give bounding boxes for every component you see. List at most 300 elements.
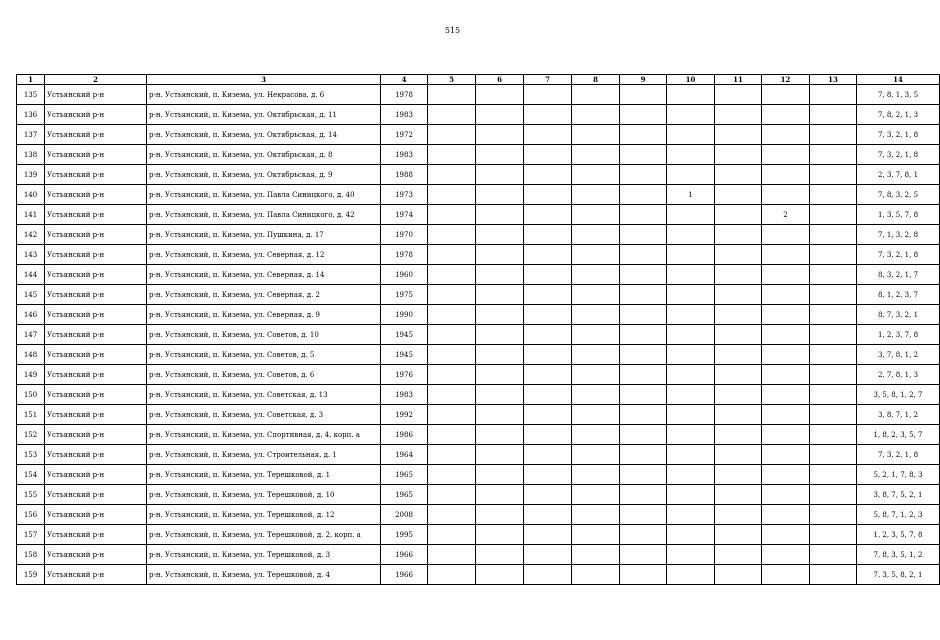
district-cell: Устьянский р-н <box>45 145 147 165</box>
col8-cell <box>572 545 620 565</box>
col8-cell <box>572 145 620 165</box>
col6-cell <box>476 425 524 445</box>
row-number-cell: 139 <box>17 165 45 185</box>
col6-cell <box>476 205 524 225</box>
col12-cell <box>762 465 810 485</box>
district-cell: Устьянский р-н <box>45 525 147 545</box>
column-header: 4 <box>381 75 428 85</box>
col7-cell <box>524 165 572 185</box>
col6-cell <box>476 385 524 405</box>
table-row <box>17 325 940 345</box>
col5-cell <box>428 505 476 525</box>
year-cell: 1960 <box>381 265 428 285</box>
col13-cell <box>810 345 857 365</box>
col12-cell <box>762 345 810 365</box>
col5-cell <box>428 365 476 385</box>
col13-cell <box>810 265 857 285</box>
col10-cell <box>667 145 715 165</box>
col10-cell <box>667 245 715 265</box>
col6-cell <box>476 245 524 265</box>
year-cell: 1964 <box>381 445 428 465</box>
district-cell: Устьянский р-н <box>45 445 147 465</box>
table-row <box>17 525 940 545</box>
row-number-cell: 157 <box>17 525 45 545</box>
col14-cell: 2, 7, 8, 1, 3 <box>857 365 940 385</box>
col12-cell <box>762 145 810 165</box>
col6-cell <box>476 185 524 205</box>
col6-cell <box>476 325 524 345</box>
col13-cell <box>810 525 857 545</box>
col13-cell <box>810 405 857 425</box>
district-cell: Устьянский р-н <box>45 465 147 485</box>
district-cell: Устьянский р-н <box>45 105 147 125</box>
column-header: 12 <box>762 75 810 85</box>
district-cell: Устьянский р-н <box>45 185 147 205</box>
col7-cell <box>524 325 572 345</box>
col5-cell <box>428 545 476 565</box>
col8-cell <box>572 305 620 325</box>
col14-cell: 5, 2, 1, 7, 8, 3 <box>857 465 940 485</box>
col12-cell <box>762 285 810 305</box>
col13-cell <box>810 145 857 165</box>
col8-cell <box>572 265 620 285</box>
district-cell: Устьянский р-н <box>45 545 147 565</box>
col6-cell <box>476 145 524 165</box>
col14-cell: 7, 8, 1, 3, 5 <box>857 85 940 105</box>
table-row <box>17 405 940 425</box>
col14-cell: 1, 8, 2, 3, 5, 7 <box>857 425 940 445</box>
col12-cell <box>762 165 810 185</box>
col9-cell <box>620 205 667 225</box>
col7-cell <box>524 545 572 565</box>
year-cell: 1992 <box>381 405 428 425</box>
col14-cell: 7, 1, 3, 2, 8 <box>857 225 940 245</box>
col5-cell <box>428 305 476 325</box>
col13-cell <box>810 445 857 465</box>
col7-cell <box>524 145 572 165</box>
col13-cell <box>810 125 857 145</box>
year-cell: 1983 <box>381 145 428 165</box>
col10-cell <box>667 125 715 145</box>
col11-cell <box>715 485 762 505</box>
col9-cell <box>620 545 667 565</box>
year-cell: 1983 <box>381 385 428 405</box>
col13-cell <box>810 85 857 105</box>
col8-cell <box>572 285 620 305</box>
col6-cell <box>476 305 524 325</box>
year-cell: 1970 <box>381 225 428 245</box>
address-cell: р-н. Устьянский, п. Кизема, ул. Октябрьская, д. 14 <box>147 125 381 145</box>
col8-cell <box>572 445 620 465</box>
table-row <box>17 305 940 325</box>
col11-cell <box>715 145 762 165</box>
col12-cell <box>762 265 810 285</box>
col13-cell <box>810 245 857 265</box>
address-cell: р-н. Устьянский, п. Кизема, ул. Октябрьская, д. 9 <box>147 165 381 185</box>
col12-cell <box>762 245 810 265</box>
col14-cell: 7, 3, 2, 1, 8 <box>857 245 940 265</box>
row-number-cell: 141 <box>17 205 45 225</box>
table-row <box>17 265 940 285</box>
col11-cell <box>715 265 762 285</box>
address-cell: р-н. Устьянский, п. Кизема, ул. Терешковой, д. 4 <box>147 565 381 585</box>
col11-cell <box>715 225 762 245</box>
district-cell: Устьянский р-н <box>45 245 147 265</box>
column-header: 6 <box>476 75 524 85</box>
row-number-cell: 140 <box>17 185 45 205</box>
col5-cell <box>428 145 476 165</box>
col6-cell <box>476 365 524 385</box>
col6-cell <box>476 445 524 465</box>
col14-cell: 3, 7, 8, 1, 2 <box>857 345 940 365</box>
col14-cell: 1, 2, 3, 7, 8 <box>857 325 940 345</box>
col8-cell <box>572 385 620 405</box>
col10-cell <box>667 465 715 485</box>
row-number-cell: 143 <box>17 245 45 265</box>
address-cell: р-н. Устьянский, п. Кизема, ул. Терешковой, д. 12 <box>147 505 381 525</box>
col12-cell <box>762 525 810 545</box>
column-header: 1 <box>17 75 45 85</box>
year-cell: 1945 <box>381 325 428 345</box>
col10-cell <box>667 545 715 565</box>
col8-cell <box>572 245 620 265</box>
col5-cell <box>428 425 476 445</box>
row-number-cell: 135 <box>17 85 45 105</box>
year-cell: 1965 <box>381 465 428 485</box>
col13-cell <box>810 325 857 345</box>
row-number-cell: 154 <box>17 465 45 485</box>
col10-cell <box>667 405 715 425</box>
district-cell: Устьянский р-н <box>45 165 147 185</box>
col5-cell <box>428 405 476 425</box>
col10-cell <box>667 365 715 385</box>
col11-cell <box>715 245 762 265</box>
column-header: 14 <box>857 75 940 85</box>
col11-cell <box>715 185 762 205</box>
col14-cell: 7, 3, 2, 1, 8 <box>857 145 940 165</box>
col6-cell <box>476 225 524 245</box>
col5-cell <box>428 565 476 585</box>
col6-cell <box>476 565 524 585</box>
col9-cell <box>620 145 667 165</box>
table-row <box>17 165 940 185</box>
col11-cell <box>715 85 762 105</box>
col10-cell <box>667 525 715 545</box>
year-cell: 1974 <box>381 205 428 225</box>
header-row <box>17 75 940 85</box>
address-cell: р-н. Устьянский, п. Кизема, ул. Северная, д. 2 <box>147 285 381 305</box>
col7-cell <box>524 425 572 445</box>
year-cell: 1975 <box>381 285 428 305</box>
column-header: 3 <box>147 75 381 85</box>
col5-cell <box>428 525 476 545</box>
table-row <box>17 225 940 245</box>
table-row <box>17 205 940 225</box>
col14-cell: 7, 8, 3, 2, 5 <box>857 185 940 205</box>
col11-cell <box>715 545 762 565</box>
col11-cell <box>715 425 762 445</box>
col8-cell <box>572 85 620 105</box>
col13-cell <box>810 465 857 485</box>
col14-cell: 8, 3, 2, 1, 7 <box>857 265 940 285</box>
table-row <box>17 105 940 125</box>
col8-cell <box>572 465 620 485</box>
address-cell: р-н. Устьянский, п. Кизема, ул. Павла Синицкого, д. 40 <box>147 185 381 205</box>
col8-cell <box>572 345 620 365</box>
col11-cell <box>715 325 762 345</box>
col6-cell <box>476 285 524 305</box>
col14-cell: 3, 8, 7, 5, 2, 1 <box>857 485 940 505</box>
col11-cell <box>715 345 762 365</box>
table-row <box>17 485 940 505</box>
col9-cell <box>620 225 667 245</box>
col14-cell: 7, 3, 2, 1, 8 <box>857 445 940 465</box>
col6-cell <box>476 485 524 505</box>
col6-cell <box>476 165 524 185</box>
col9-cell <box>620 485 667 505</box>
col7-cell <box>524 525 572 545</box>
col9-cell <box>620 425 667 445</box>
col5-cell <box>428 225 476 245</box>
table-row <box>17 285 940 305</box>
col14-cell: 1, 3, 5, 7, 8 <box>857 205 940 225</box>
col12-cell <box>762 385 810 405</box>
col14-cell: 1, 2, 3, 5, 7, 8 <box>857 525 940 545</box>
col9-cell <box>620 285 667 305</box>
col5-cell <box>428 325 476 345</box>
col9-cell <box>620 405 667 425</box>
col9-cell <box>620 325 667 345</box>
year-cell: 1986 <box>381 425 428 445</box>
col10-cell <box>667 385 715 405</box>
col11-cell <box>715 165 762 185</box>
col13-cell <box>810 305 857 325</box>
col9-cell <box>620 465 667 485</box>
row-number-cell: 158 <box>17 545 45 565</box>
col9-cell <box>620 505 667 525</box>
col13-cell <box>810 505 857 525</box>
col13-cell <box>810 425 857 445</box>
address-cell: р-н. Устьянский, п. Кизема, ул. Павла Синицкого, д. 42 <box>147 205 381 225</box>
col9-cell <box>620 105 667 125</box>
col12-cell <box>762 425 810 445</box>
col14-cell: 7, 3, 5, 8, 2, 1 <box>857 565 940 585</box>
col14-cell: 8, 1, 2, 3, 7 <box>857 285 940 305</box>
col12-cell <box>762 545 810 565</box>
year-cell: 1972 <box>381 125 428 145</box>
col7-cell <box>524 85 572 105</box>
address-cell: р-н. Устьянский, п. Кизема, ул. Советов, д. 6 <box>147 365 381 385</box>
col12-cell <box>762 85 810 105</box>
address-cell: р-н. Устьянский, п. Кизема, ул. Некрасова, д. 6 <box>147 85 381 105</box>
row-number-cell: 142 <box>17 225 45 245</box>
row-number-cell: 155 <box>17 485 45 505</box>
col10-cell <box>667 305 715 325</box>
col6-cell <box>476 265 524 285</box>
year-cell: 1965 <box>381 485 428 505</box>
col7-cell <box>524 565 572 585</box>
address-cell: р-н. Устьянский, п. Кизема, ул. Пушкина, д. 17 <box>147 225 381 245</box>
col12-cell <box>762 405 810 425</box>
col9-cell <box>620 445 667 465</box>
col6-cell <box>476 525 524 545</box>
col11-cell <box>715 285 762 305</box>
col10-cell <box>667 485 715 505</box>
col10-cell <box>667 285 715 305</box>
table-row <box>17 125 940 145</box>
col13-cell <box>810 545 857 565</box>
year-cell: 1990 <box>381 305 428 325</box>
col9-cell <box>620 345 667 365</box>
col13-cell <box>810 485 857 505</box>
col14-cell: 7, 3, 2, 1, 8 <box>857 125 940 145</box>
address-cell: р-н. Устьянский, п. Кизема, ул. Октябрьская, д. 11 <box>147 105 381 125</box>
col13-cell <box>810 285 857 305</box>
col8-cell <box>572 525 620 545</box>
col9-cell <box>620 85 667 105</box>
col8-cell <box>572 225 620 245</box>
col14-cell: 3, 8, 7, 1, 2 <box>857 405 940 425</box>
column-header: 8 <box>572 75 620 85</box>
district-cell: Устьянский р-н <box>45 385 147 405</box>
col5-cell <box>428 265 476 285</box>
column-header: 5 <box>428 75 476 85</box>
col12-cell <box>762 445 810 465</box>
table-body <box>17 85 940 585</box>
column-header: 10 <box>667 75 715 85</box>
col8-cell <box>572 125 620 145</box>
col13-cell <box>810 565 857 585</box>
col11-cell <box>715 385 762 405</box>
district-cell: Устьянский р-н <box>45 125 147 145</box>
col9-cell <box>620 365 667 385</box>
col11-cell <box>715 365 762 385</box>
col5-cell <box>428 125 476 145</box>
address-cell: р-н. Устьянский, п. Кизема, ул. Советов, д. 10 <box>147 325 381 345</box>
col6-cell <box>476 505 524 525</box>
table-row <box>17 185 940 205</box>
year-cell: 1973 <box>381 185 428 205</box>
col9-cell <box>620 265 667 285</box>
col12-cell <box>762 305 810 325</box>
col7-cell <box>524 205 572 225</box>
col10-cell <box>667 425 715 445</box>
year-cell: 1978 <box>381 85 428 105</box>
address-cell: р-н. Устьянский, п. Кизема, ул. Северная, д. 14 <box>147 265 381 285</box>
col7-cell <box>524 445 572 465</box>
col8-cell <box>572 205 620 225</box>
col14-cell: 3, 5, 8, 1, 2, 7 <box>857 385 940 405</box>
col13-cell <box>810 365 857 385</box>
table-row <box>17 545 940 565</box>
row-number-cell: 152 <box>17 425 45 445</box>
col9-cell <box>620 245 667 265</box>
col10-cell <box>667 85 715 105</box>
year-cell: 1976 <box>381 365 428 385</box>
register-table <box>16 74 940 585</box>
col6-cell <box>476 405 524 425</box>
col9-cell <box>620 165 667 185</box>
district-cell: Устьянский р-н <box>45 505 147 525</box>
col12-cell <box>762 565 810 585</box>
col5-cell <box>428 245 476 265</box>
col6-cell <box>476 105 524 125</box>
row-number-cell: 138 <box>17 145 45 165</box>
table-row <box>17 465 940 485</box>
col5-cell <box>428 485 476 505</box>
col13-cell <box>810 165 857 185</box>
col6-cell <box>476 465 524 485</box>
col14-cell: 7, 8, 3, 5, 1, 2 <box>857 545 940 565</box>
col5-cell <box>428 465 476 485</box>
col12-cell <box>762 185 810 205</box>
col10-cell <box>667 265 715 285</box>
row-number-cell: 153 <box>17 445 45 465</box>
address-cell: р-н. Устьянский, п. Кизема, ул. Северная, д. 9 <box>147 305 381 325</box>
year-cell: 2008 <box>381 505 428 525</box>
col8-cell <box>572 405 620 425</box>
col8-cell <box>572 425 620 445</box>
col12-cell <box>762 325 810 345</box>
address-cell: р-н. Устьянский, п. Кизема, ул. Советская, д. 3 <box>147 405 381 425</box>
col8-cell <box>572 325 620 345</box>
district-cell: Устьянский р-н <box>45 365 147 385</box>
year-cell: 1966 <box>381 565 428 585</box>
district-cell: Устьянский р-н <box>45 285 147 305</box>
address-cell: р-н. Устьянский, п. Кизема, ул. Советская, д. 13 <box>147 385 381 405</box>
col10-cell <box>667 165 715 185</box>
col13-cell <box>810 185 857 205</box>
col7-cell <box>524 405 572 425</box>
col13-cell <box>810 385 857 405</box>
table-row <box>17 445 940 465</box>
col7-cell <box>524 185 572 205</box>
column-header: 2 <box>45 75 147 85</box>
col13-cell <box>810 205 857 225</box>
col10-cell <box>667 565 715 585</box>
col11-cell <box>715 565 762 585</box>
col9-cell <box>620 385 667 405</box>
col7-cell <box>524 265 572 285</box>
col8-cell <box>572 185 620 205</box>
table-row <box>17 365 940 385</box>
row-number-cell: 147 <box>17 325 45 345</box>
col5-cell <box>428 205 476 225</box>
address-cell: р-н. Устьянский, п. Кизема, ул. Северная, д. 12 <box>147 245 381 265</box>
column-header: 7 <box>524 75 572 85</box>
col10-cell <box>667 225 715 245</box>
col5-cell <box>428 185 476 205</box>
district-cell: Устьянский р-н <box>45 425 147 445</box>
col14-cell: 5, 8, 7, 1, 2, 3 <box>857 505 940 525</box>
row-number-cell: 151 <box>17 405 45 425</box>
col7-cell <box>524 505 572 525</box>
col12-cell <box>762 485 810 505</box>
address-cell: р-н. Устьянский, п. Кизема, ул. Строительная, д. 1 <box>147 445 381 465</box>
table-row <box>17 145 940 165</box>
col12-cell <box>762 365 810 385</box>
col5-cell <box>428 165 476 185</box>
year-cell: 1978 <box>381 245 428 265</box>
column-header: 11 <box>715 75 762 85</box>
year-cell: 1945 <box>381 345 428 365</box>
col8-cell <box>572 505 620 525</box>
col12-cell <box>762 105 810 125</box>
table-row <box>17 85 940 105</box>
col6-cell <box>476 85 524 105</box>
col11-cell <box>715 445 762 465</box>
col12-cell: 2 <box>762 205 810 225</box>
